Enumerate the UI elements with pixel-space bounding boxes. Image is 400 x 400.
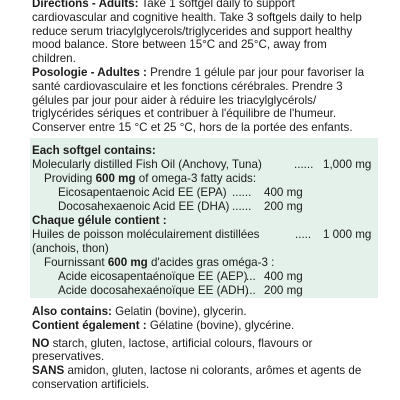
contents-en-epa-row <box>32 186 368 200</box>
contents-fr-heading-row <box>32 214 368 228</box>
adh-value: 200 mg <box>264 284 303 297</box>
free-of-en <box>32 337 372 365</box>
contents-en-dha-row <box>32 200 368 214</box>
huiles-label: Huiles de poisson moléculairement distillées <box>32 228 260 241</box>
also-contains-en-text: Gelatin (bovine), glycerin. <box>115 305 247 318</box>
adh-dots: ... <box>246 284 256 297</box>
ingredients-panel <box>30 138 378 298</box>
also-contains-en <box>32 305 372 319</box>
fish-oil-label: Molecularly distilled Fish Oil (Anchovy, Tuna) <box>32 158 262 171</box>
directions-fr-label: Posologie - Adultes : <box>32 65 147 79</box>
fish-oil-dots: ...... <box>294 158 314 171</box>
contents-fr-aep-row <box>32 270 368 284</box>
directions-en-label: Directions - Adults: <box>32 0 139 10</box>
directions-fr <box>32 66 372 135</box>
huiles-dots: ..... <box>295 228 312 241</box>
free-of-fr <box>32 364 372 392</box>
omega-fr-pre: Fournissant <box>44 256 105 269</box>
omega-post: of omega-3 fatty acids: <box>138 172 257 185</box>
directions-en-text: Take 1 softgel daily to support cardiovascular and cognitive health. Take 3 softgels daily to help reduce serum triacylglycerols/triglycerides and support healthy mood balance. Store between 15°C and 25°C, away from children. <box>32 0 362 66</box>
also-contains-fr <box>32 319 372 333</box>
free-of-en-text: starch, gluten, lactose, artificial colours, flavours or preservatives. <box>32 336 313 364</box>
omega-amount: 600 mg <box>95 172 136 185</box>
also-contains-fr-label: Contient également : <box>32 318 147 332</box>
aep-value: 400 mg <box>264 270 303 283</box>
contents-fr-source-row <box>32 242 368 256</box>
omega-fr-amount: 600 mg <box>107 256 148 269</box>
free-of-fr-label: SANS <box>32 364 65 378</box>
contents-en-fish-oil-row <box>32 158 372 172</box>
directions-fr-text: Prendre 1 gélule par jour pour favoriser la santé cardiovasculaire et les fonctions cérébrales. Prendre 3 gélules par jour pour aider à réduire les triacylglycérols/ triglycérides sériques et contribuer à l'équilibre de l'humeur. Conserver entre 15 °C et 25 °C, hors de la portée des enfants. <box>32 65 365 135</box>
contents-fr-heading: Chaque gélule contient : <box>32 214 167 227</box>
contents-en-heading-row <box>32 144 368 158</box>
directions-section <box>32 0 372 135</box>
adh-label: Acide docosahexaénoïque EE (ADH) <box>58 284 249 297</box>
dha-dots: ...... <box>232 200 252 213</box>
free-of-fr-text: amidon, gluten, lactose ni colorants, arômes et agents de conservation artificiels. <box>32 364 362 391</box>
directions-en <box>32 0 372 66</box>
contents-fr-adh-row <box>32 284 368 298</box>
epa-value: 400 mg <box>264 186 303 199</box>
epa-dots: ...... <box>232 186 252 199</box>
contents-fr-fish-oil-row <box>32 228 372 242</box>
epa-label: Eicosapentaenoic Acid EE (EPA) <box>58 186 227 199</box>
non-medicinal-section <box>32 305 372 392</box>
huiles-source: (anchois, thon) <box>32 242 109 255</box>
aep-label: Acide eicosapentaénoïque EE (AEP) <box>58 270 248 283</box>
aep-dots: ... <box>246 270 256 283</box>
free-of-en-label: NO <box>32 336 50 350</box>
omega-fr-post: d'acides gras oméga-3 : <box>151 256 275 269</box>
contents-en-omega-row <box>32 172 368 186</box>
fish-oil-value: 1,000 mg <box>323 158 372 171</box>
contents-fr-omega-row <box>32 256 368 270</box>
also-contains-fr-text: Gélatine (bovine), glycérine. <box>149 318 295 332</box>
dha-value: 200 mg <box>264 200 303 213</box>
contents-en-heading: Each softgel contains: <box>32 144 156 157</box>
also-contains-en-label: Also contains: <box>32 305 112 318</box>
huiles-value: 1 000 mg <box>323 228 372 241</box>
omega-pre: Providing <box>44 172 93 185</box>
dha-label: Docosahexaenoic Acid EE (DHA) <box>58 200 230 213</box>
